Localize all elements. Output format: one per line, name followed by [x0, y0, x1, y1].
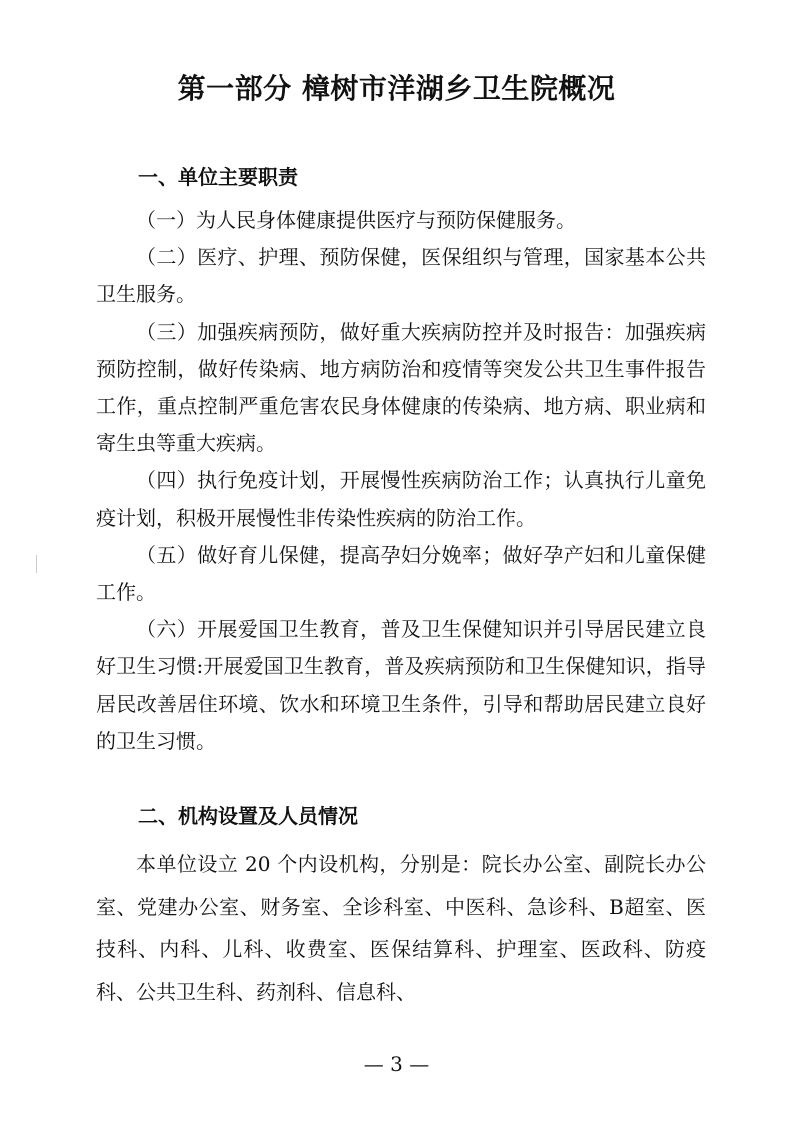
page-number: — 3 —: [363, 1052, 430, 1076]
duty-item: （一）为人民身体健康提供医疗与预防保健服务。: [136, 208, 576, 232]
section-heading-organization: 二、机构设置及人员情况: [138, 804, 358, 828]
duty-item: （三）加强疾病预防，做好重大疾病防控并及时报告：加强疾病预防控制，做好传染病、地方病防治和疫情等突发公共卫生事件报告工作，重点控制严重危害农民身体健康的传染病、地方病、职业病和寄生虫等重大疾病。: [96, 319, 706, 456]
duty-item: （六）开展爱国卫生教育，普及卫生保健知识并引导居民建立良好卫生习惯:开展爱国卫生教育，普及疾病预防和卫生保健知识，指导居民改善居住环境、饮水和环境卫生条件，引导和帮助居民建立良好的卫生习惯。: [96, 617, 706, 753]
section-heading-duties: 一、单位主要职责: [138, 165, 298, 189]
duties-list: [96, 202, 706, 760]
duty-item: （二）医疗、护理、预防保健，医保组织与管理，国家基本公共卫生服务。: [96, 245, 706, 307]
duty-item: （四）执行免疫计划，开展慢性疾病防治工作；认真执行儿童免疫计划，积极开展慢性非传染性疾病的防治工作。: [96, 468, 706, 530]
page-title: 第一部分 樟树市洋湖乡卫生院概况: [177, 72, 616, 105]
scan-artifact: [36, 555, 37, 573]
duty-item: （五）做好育儿保健，提高孕妇分娩率；做好孕产妇和儿童保健工作。: [96, 542, 706, 605]
organization-paragraph: 本单位设立 20 个内设机构，分别是：院长办公室、副院长办公室、党建办公室、财务室、全诊科室、中医科、急诊科、B超室、医技科、内科、儿科、收费室、医保结算科、护理室、医政科、防疫科、公共卫生科、药剂科、信息科、: [96, 852, 706, 1004]
